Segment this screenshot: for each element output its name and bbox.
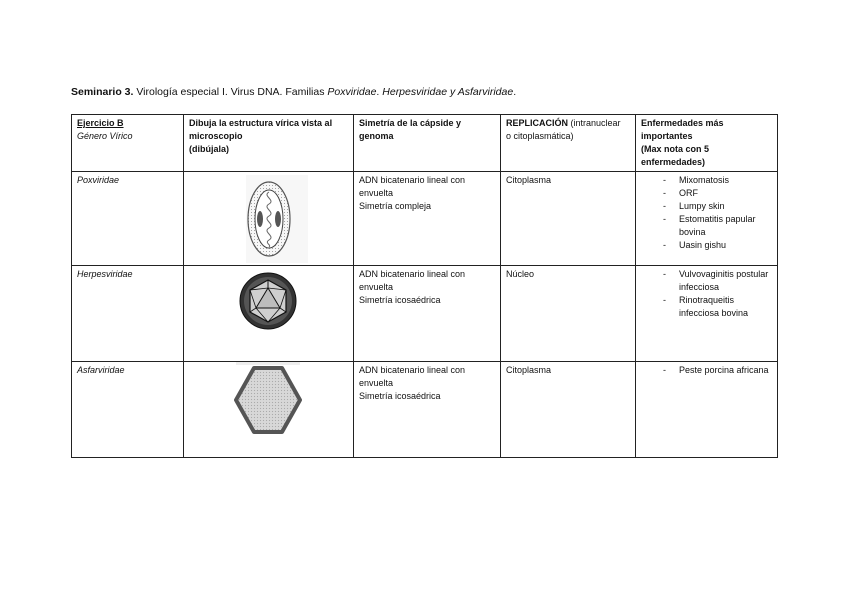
disease-item: - Uasin gishu	[641, 239, 773, 252]
drawing-cell	[184, 362, 354, 458]
header-genus	[72, 115, 184, 172]
diseases-cell	[636, 362, 778, 458]
disease-item: - Rinotraqueitis infecciosa bovina	[641, 294, 773, 320]
replication-cell: Núcleo	[501, 266, 636, 362]
diseases-cell	[636, 172, 778, 266]
replication-cell: Citoplasma	[501, 172, 636, 266]
heading-italic-herpes-asfar: Herpesviridae y Asfarviridae	[382, 86, 514, 98]
disease-item: - Vulvovaginitis postular infecciosa	[641, 268, 773, 294]
header-diseases	[636, 115, 778, 172]
symmetry-line: ADN bicatenario lineal con	[359, 175, 466, 185]
header-symmetry	[354, 115, 501, 172]
symmetry-cell	[354, 266, 501, 362]
disease-list	[641, 174, 773, 252]
symmetry-line: ADN bicatenario lineal con	[359, 365, 466, 375]
heading-text: Virología especial I. Virus DNA. Familias	[133, 86, 328, 98]
symmetry-line: envuelta	[359, 378, 394, 388]
heading-separator: .	[376, 86, 383, 98]
header-replication	[501, 115, 636, 172]
diseases-cell	[636, 266, 778, 362]
header-replication-rest: (intranuclear	[568, 118, 621, 128]
header-drawing-line2: microscopio	[189, 131, 243, 141]
table-row	[72, 172, 778, 266]
header-diseases-line1: Enfermedades más	[641, 118, 724, 128]
table-row	[72, 362, 778, 458]
replication-cell: Citoplasma	[501, 362, 636, 458]
disease-list	[641, 364, 773, 377]
heading-bold: Seminario 3.	[71, 86, 134, 98]
symmetry-line: Simetría icosaédrica	[359, 295, 441, 305]
header-replication-bold: REPLICACIÓN	[506, 118, 569, 128]
header-drawing	[184, 115, 354, 172]
symmetry-cell	[354, 172, 501, 266]
table-row	[72, 266, 778, 362]
drawing-cell	[184, 266, 354, 362]
symmetry-line: envuelta	[359, 188, 394, 198]
heading-italic-poxviridae: Poxviridae	[327, 86, 377, 98]
symmetry-line: envuelta	[359, 282, 394, 292]
disease-item: - ORF	[641, 187, 773, 200]
table-header-row	[72, 115, 778, 172]
header-symmetry-line2: genoma	[359, 131, 394, 141]
drawing-cell	[184, 172, 354, 266]
symmetry-line: Simetría compleja	[359, 201, 432, 211]
disease-item: - Mixomatosis	[641, 174, 773, 187]
header-diseases-line3: (Max nota con 5	[641, 144, 710, 154]
family-cell: Herpesviridae	[72, 266, 184, 362]
header-drawing-line1: Dibuja la estructura vírica vista al	[189, 118, 333, 128]
virus-table	[71, 114, 778, 458]
family-cell: Poxviridae	[72, 172, 184, 266]
header-exercise-title: Ejercicio B	[77, 118, 124, 128]
header-diseases-line4: enfermedades)	[641, 157, 706, 167]
disease-list	[641, 268, 773, 320]
header-symmetry-line1: Simetría de la cápside y	[359, 118, 462, 128]
header-drawing-line3: (dibújala)	[189, 144, 229, 154]
disease-item: - Lumpy skin	[641, 200, 773, 213]
header-diseases-line2: importantes	[641, 131, 693, 141]
header-genus-label: Género Vírico	[77, 131, 133, 141]
symmetry-line: ADN bicatenario lineal con	[359, 269, 466, 279]
page-heading	[71, 86, 791, 98]
header-replication-line2: o citoplasmática)	[506, 131, 574, 141]
asfarvirus-hexagon-icon	[184, 362, 354, 458]
disease-item: - Peste porcina africana	[641, 364, 773, 377]
disease-item: - Estomatitis papular bovina	[641, 213, 773, 239]
poxvirus-brick-icon	[184, 172, 354, 266]
symmetry-cell	[354, 362, 501, 458]
family-cell: Asfarviridae	[72, 362, 184, 458]
symmetry-line: Simetría icosaédrica	[359, 391, 441, 401]
herpesvirus-icosahedral-icon	[184, 266, 354, 362]
heading-end: .	[513, 86, 517, 98]
